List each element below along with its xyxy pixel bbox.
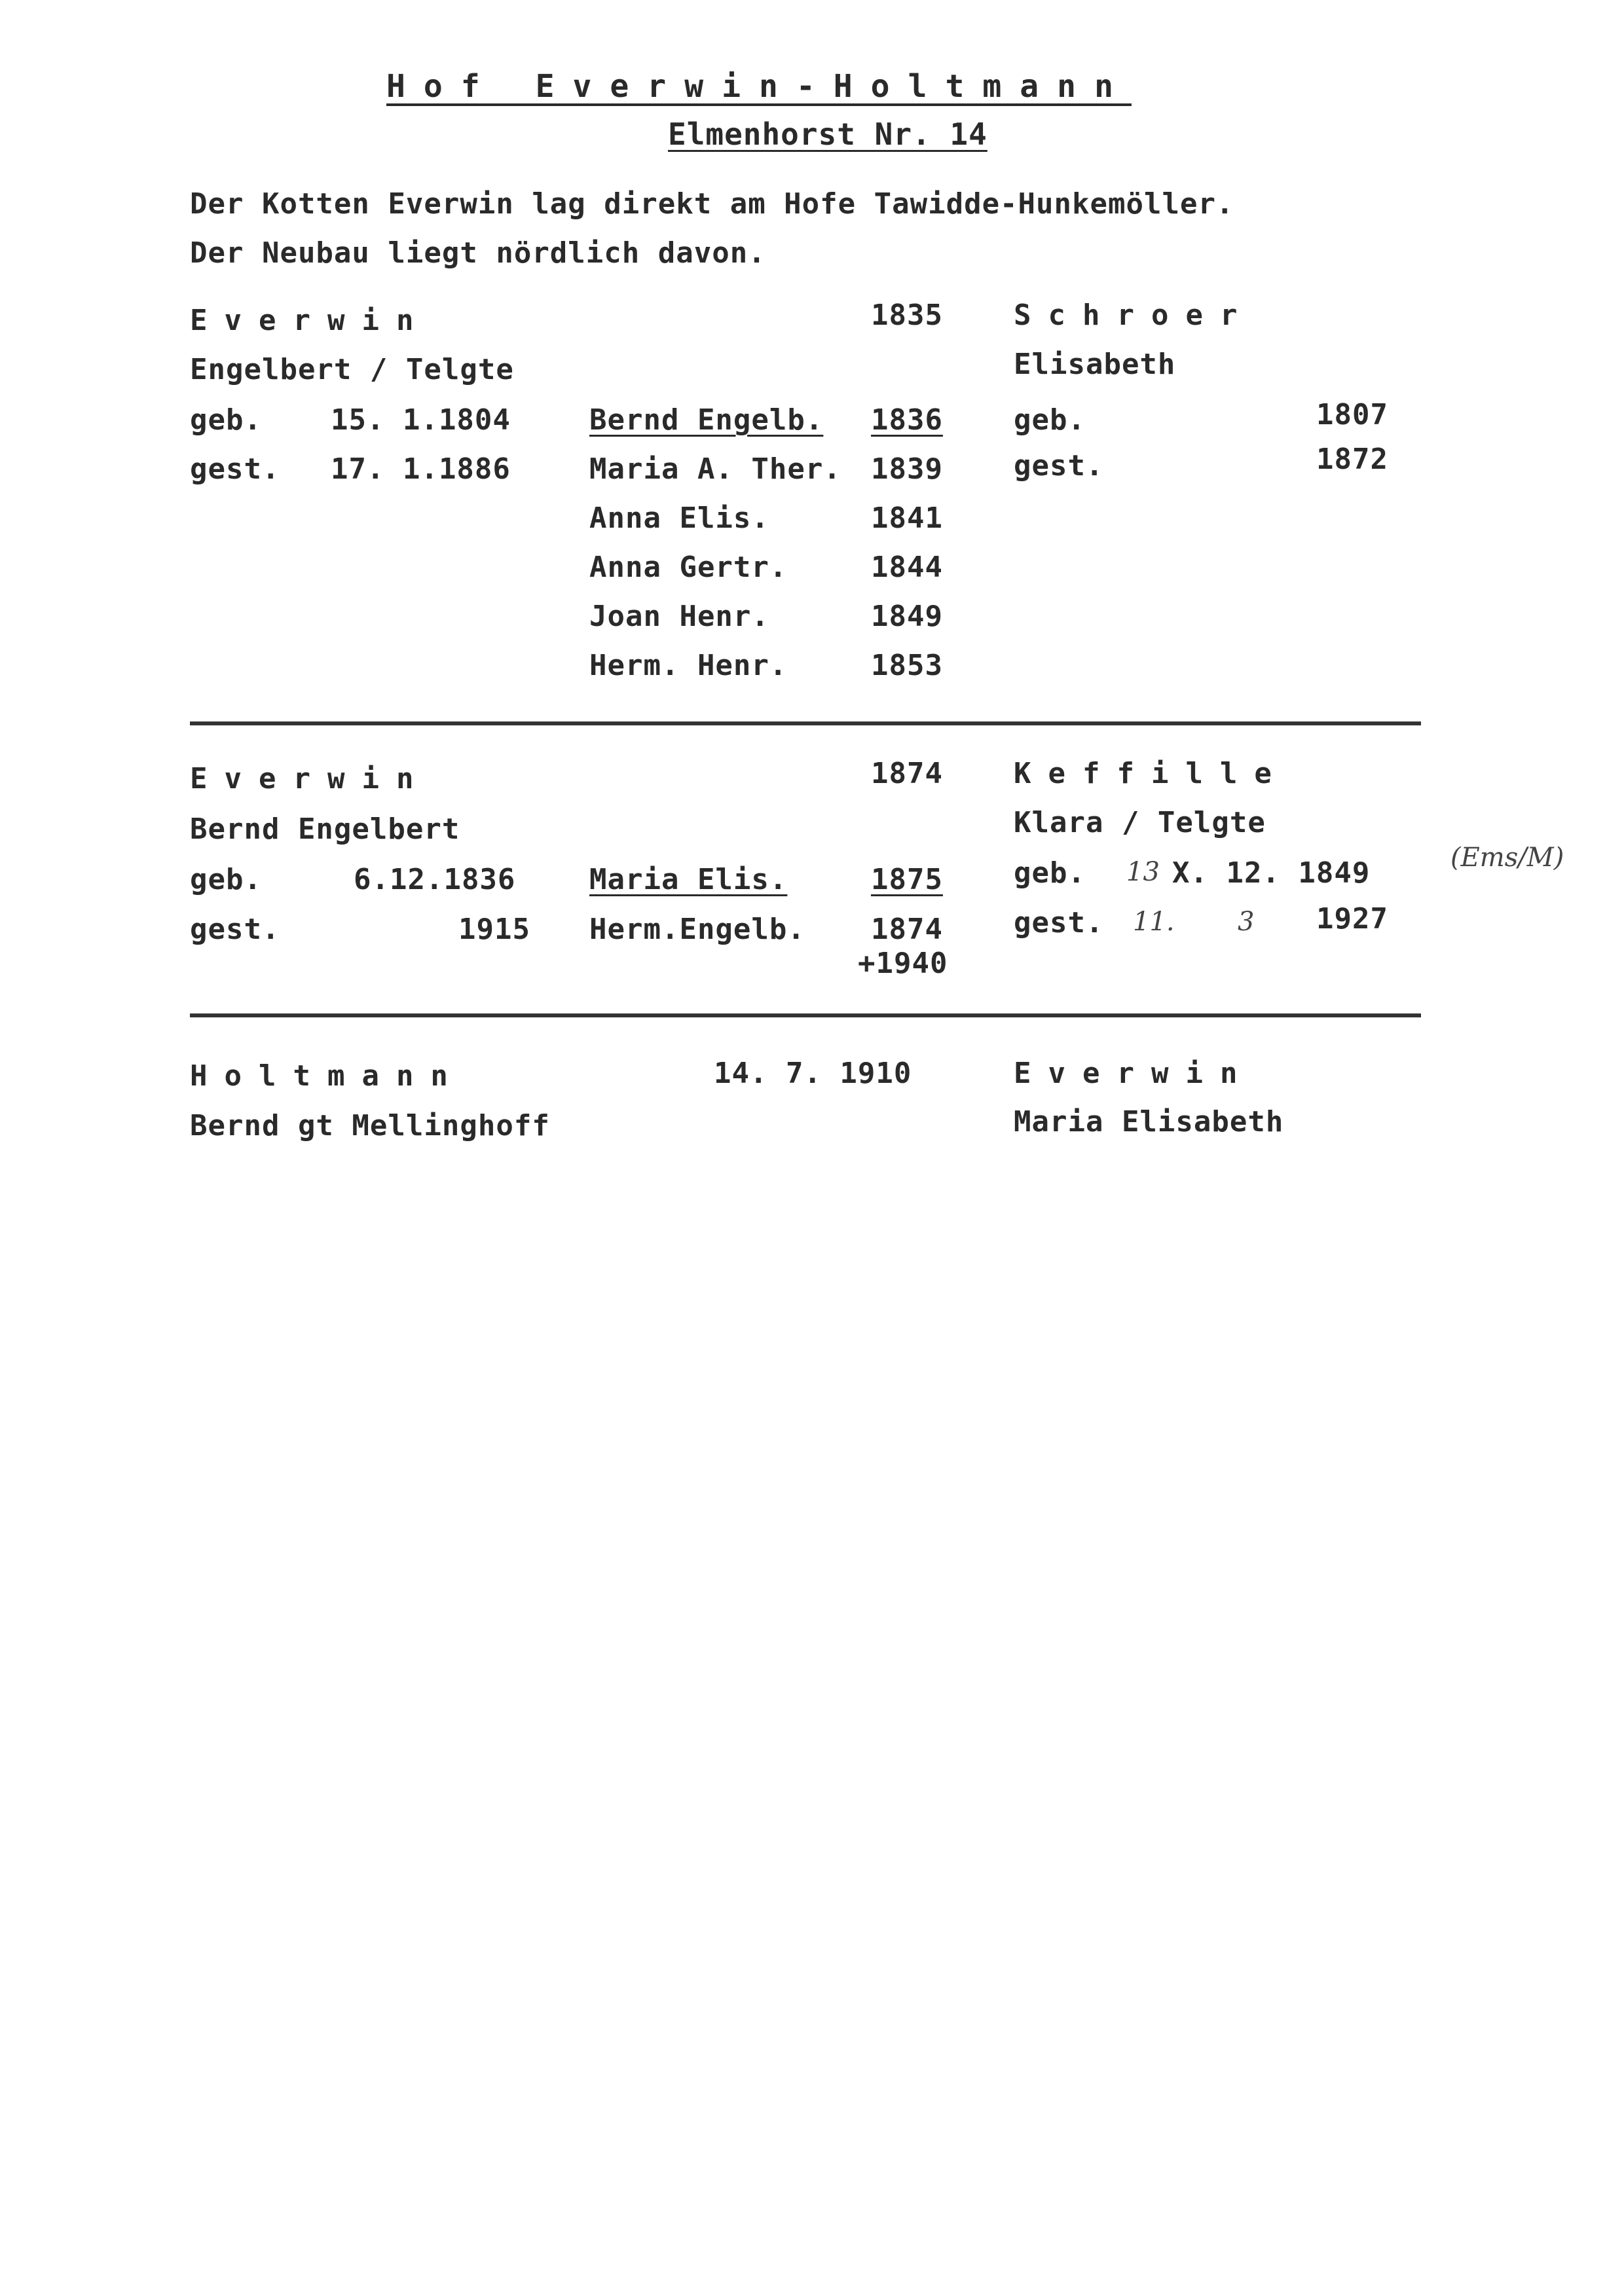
- page-title: Hof Everwin-Holtmann: [386, 68, 1132, 105]
- wife-given-name: Elisabeth: [1014, 348, 1176, 381]
- wife-given-name: Klara / Telgte: [1014, 806, 1266, 839]
- wife-died-month-handwritten: 3: [1238, 907, 1255, 937]
- wife-born-date: X. 12. 1849: [1172, 856, 1371, 890]
- wife-died-label: gest.: [1014, 449, 1104, 483]
- child-name: Maria A. Ther.: [589, 452, 841, 486]
- wife-died-label: gest.: [1014, 906, 1104, 939]
- husband-born-label: geb.: [190, 403, 262, 437]
- child-name: Herm. Henr.: [589, 649, 788, 682]
- husband-born-date: 15. 1.1804: [331, 403, 511, 437]
- child-name: Joan Henr.: [589, 600, 769, 633]
- wife-died-day-handwritten: 11.: [1133, 907, 1175, 937]
- marriage-year: 1874: [871, 757, 943, 790]
- wife-born-day-handwritten: 13: [1126, 857, 1160, 887]
- husband-surname: Everwin: [190, 304, 431, 337]
- husband-born-label: geb.: [190, 863, 262, 896]
- wife-surname: Schroer: [1014, 299, 1255, 332]
- marriage-date: 14. 7. 1910: [714, 1057, 912, 1090]
- husband-given-name: Bernd Engelbert: [190, 812, 460, 846]
- husband-died-label: gest.: [190, 913, 280, 946]
- section-divider: [190, 1013, 1421, 1017]
- husband-died-date: 1915: [458, 913, 530, 946]
- wife-surname: Keffille: [1014, 757, 1289, 790]
- intro-line-1: Der Kotten Everwin lag direkt am Hofe Tawidde-Hunkemöller.: [190, 187, 1234, 221]
- child-year: 1839: [871, 452, 943, 486]
- child-death-year: +1940: [858, 947, 948, 980]
- intro-line-2: Der Neubau liegt nördlich davon.: [190, 236, 766, 270]
- page-subtitle: Elmenhorst Nr. 14: [668, 117, 987, 152]
- wife-died-year: 1927: [1316, 902, 1388, 936]
- marriage-year: 1835: [871, 299, 943, 332]
- child-name: Maria Elis.: [589, 863, 788, 896]
- wife-given-name: Maria Elisabeth: [1014, 1105, 1284, 1139]
- child-year: 1875: [871, 863, 943, 896]
- child-name: Anna Elis.: [589, 501, 769, 535]
- wife-died-year: 1872: [1316, 443, 1388, 476]
- child-year: 1849: [871, 600, 943, 633]
- child-name: Anna Gertr.: [589, 551, 788, 584]
- wife-born-label: geb.: [1014, 856, 1086, 890]
- child-year: 1853: [871, 649, 943, 682]
- child-year: 1836: [871, 403, 943, 437]
- child-name: Bernd Engelb.: [589, 403, 824, 437]
- child-year: 1874: [871, 913, 943, 946]
- husband-surname: Holtmann: [190, 1059, 465, 1093]
- handwritten-note: (Ems/M): [1450, 843, 1564, 873]
- husband-given-name: Bernd gt Mellinghoff: [190, 1109, 550, 1142]
- husband-surname: Everwin: [190, 762, 431, 795]
- wife-surname: Everwin: [1014, 1057, 1255, 1090]
- husband-died-label: gest.: [190, 452, 280, 486]
- section-divider: [190, 721, 1421, 725]
- husband-born-date: 6.12.1836: [354, 863, 516, 896]
- husband-died-date: 17. 1.1886: [331, 452, 511, 486]
- wife-born-year: 1807: [1316, 398, 1388, 431]
- wife-born-label: geb.: [1014, 403, 1086, 437]
- husband-given-name: Engelbert / Telgte: [190, 353, 514, 386]
- child-year: 1841: [871, 501, 943, 535]
- child-year: 1844: [871, 551, 943, 584]
- child-name: Herm.Engelb.: [589, 913, 805, 946]
